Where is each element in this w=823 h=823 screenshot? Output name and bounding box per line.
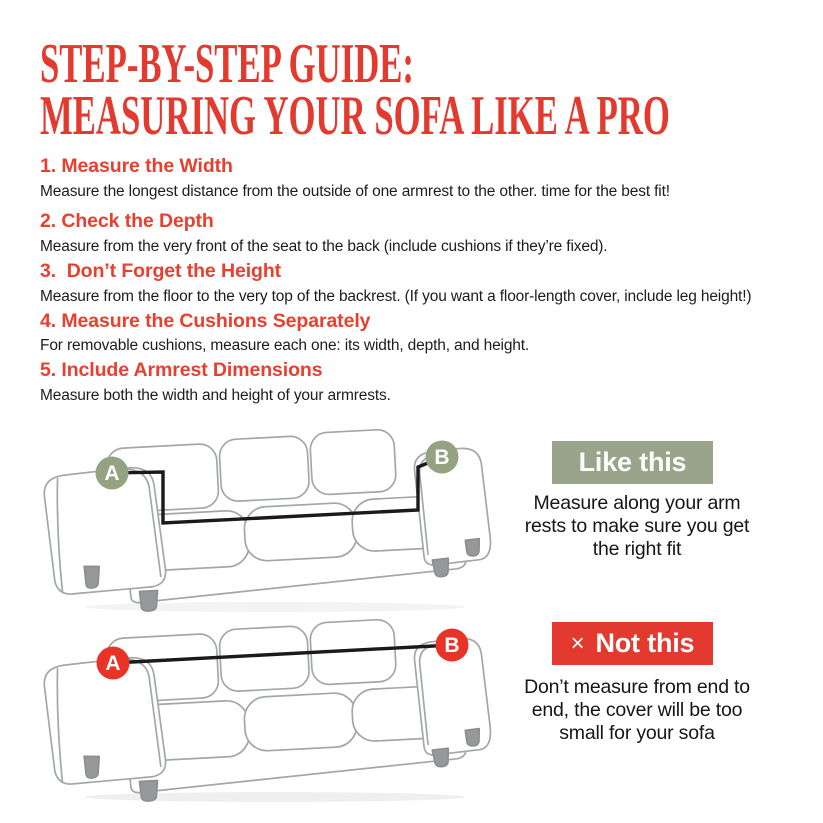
page-title-line2: MEASURING YOUR SOFA LIKE A PRO [40,85,670,147]
like-this-badge [552,441,713,484]
step-5-body: Measure both the width and height of your armrests. [40,387,391,404]
sofa-diagram-incorrect [30,610,525,805]
step-3-heading: 3. Don’t Forget the Height [40,260,282,282]
marker-b-label: B [434,446,450,469]
step-3-body: Measure from the floor to the very top of the backrest. (If you want a floor-length cover, include leg height!) [40,288,752,305]
like-this-badge-label: Like this [578,447,687,477]
step-2-heading: 2. Check the Depth [40,210,214,232]
cross-icon: × [570,629,585,657]
like-this-caption: Measure along your arm rests to make sure you get the right fit [524,492,750,560]
step-1-heading: 1. Measure the Width [40,155,233,177]
step-4-body: For removable cushions, measure each one: its width, depth, and height. [40,337,530,354]
sofa-diagram-correct [30,420,525,615]
marker-a-label: A [105,652,121,675]
sofa-line-art [42,614,493,805]
not-this-caption: Don’t measure from end to end, the cover will be too small for your sofa [524,676,750,744]
step-4-heading: 4. Measure the Cushions Separately [40,310,371,332]
not-this-badge-label: Not this [595,628,695,658]
marker-a-label: A [104,462,120,485]
step-1-body: Measure the longest distance from the outside of one armrest to the other. time for the best fit! [40,183,670,200]
sofa-line-art [42,424,493,615]
marker-b-label: B [444,634,460,657]
step-5-heading: 5. Include Armrest Dimensions [40,359,323,381]
not-this-badge [552,622,713,665]
step-2-body: Measure from the very front of the seat to the back (include cushions if they’re fixed). [40,238,608,255]
page-title-line1: STEP-BY-STEP GUIDE: [40,33,414,95]
